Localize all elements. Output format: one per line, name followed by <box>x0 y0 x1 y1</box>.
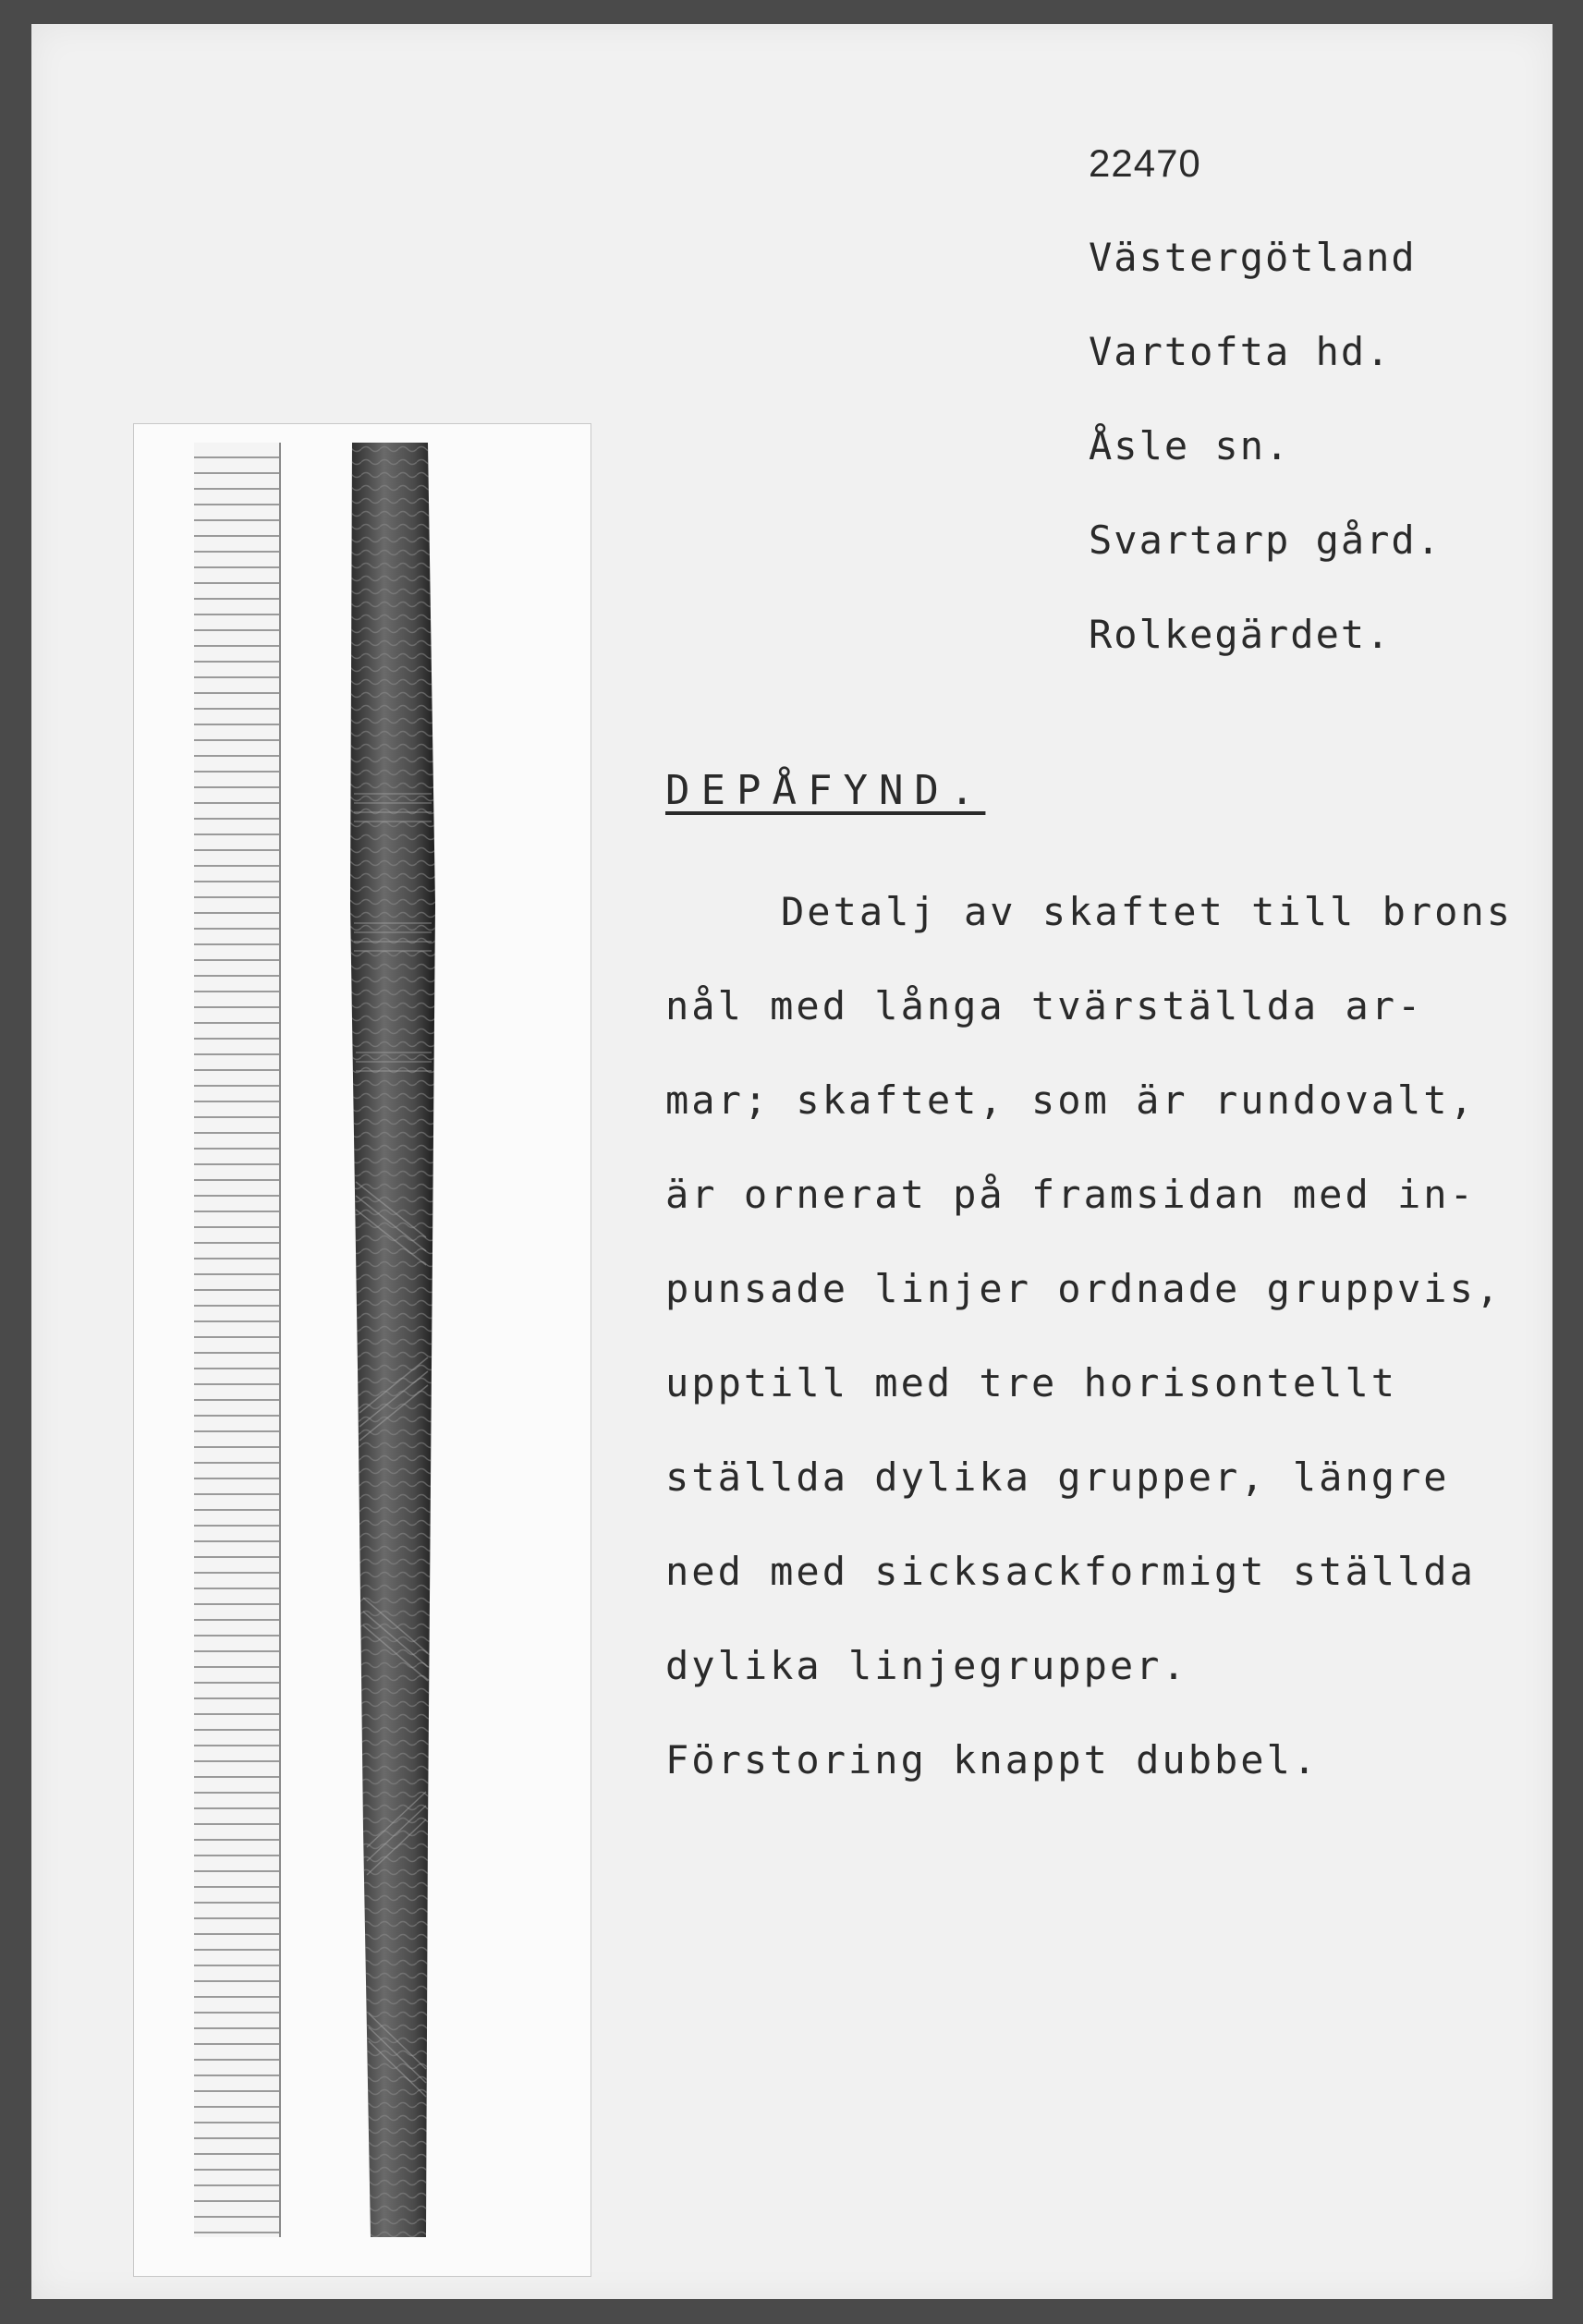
bronze-pin-shaft-image <box>343 443 439 2237</box>
description-line: ställda dylika grupper, längre <box>665 1454 1450 1500</box>
location-block <box>1089 116 1442 682</box>
description-line: nål med långa tvärställda ar- <box>665 983 1424 1028</box>
find-type-heading: DEPÅFYND. <box>665 767 986 814</box>
district: Vartofta hd. <box>1089 329 1392 374</box>
parish: Åsle sn. <box>1089 423 1291 468</box>
description-line: Detalj av skaftet till brons <box>781 889 1514 934</box>
farm: Svartarp gård. <box>1089 517 1443 563</box>
description-line: är ornerat på framsidan med in- <box>665 1172 1476 1217</box>
province: Västergötland <box>1089 235 1417 280</box>
description-line: upptill med tre horisontellt <box>665 1360 1398 1405</box>
archive-card <box>31 24 1553 2299</box>
description-line: Förstoring knappt dubbel. <box>665 1737 1320 1783</box>
measuring-scale <box>194 443 281 2237</box>
site: Rolkegärdet. <box>1089 612 1392 657</box>
description-line: dylika linjegrupper. <box>665 1643 1188 1688</box>
description-line: ned med sicksackformigt ställda <box>665 1549 1476 1594</box>
description-line: mar; skaftet, som är rundovalt, <box>665 1077 1476 1123</box>
mounted-photograph <box>133 423 591 2277</box>
catalog-number: 22470 <box>1089 141 1201 185</box>
description <box>665 865 1580 1807</box>
description-line: punsade linjer ordnade gruppvis, <box>665 1266 1503 1311</box>
